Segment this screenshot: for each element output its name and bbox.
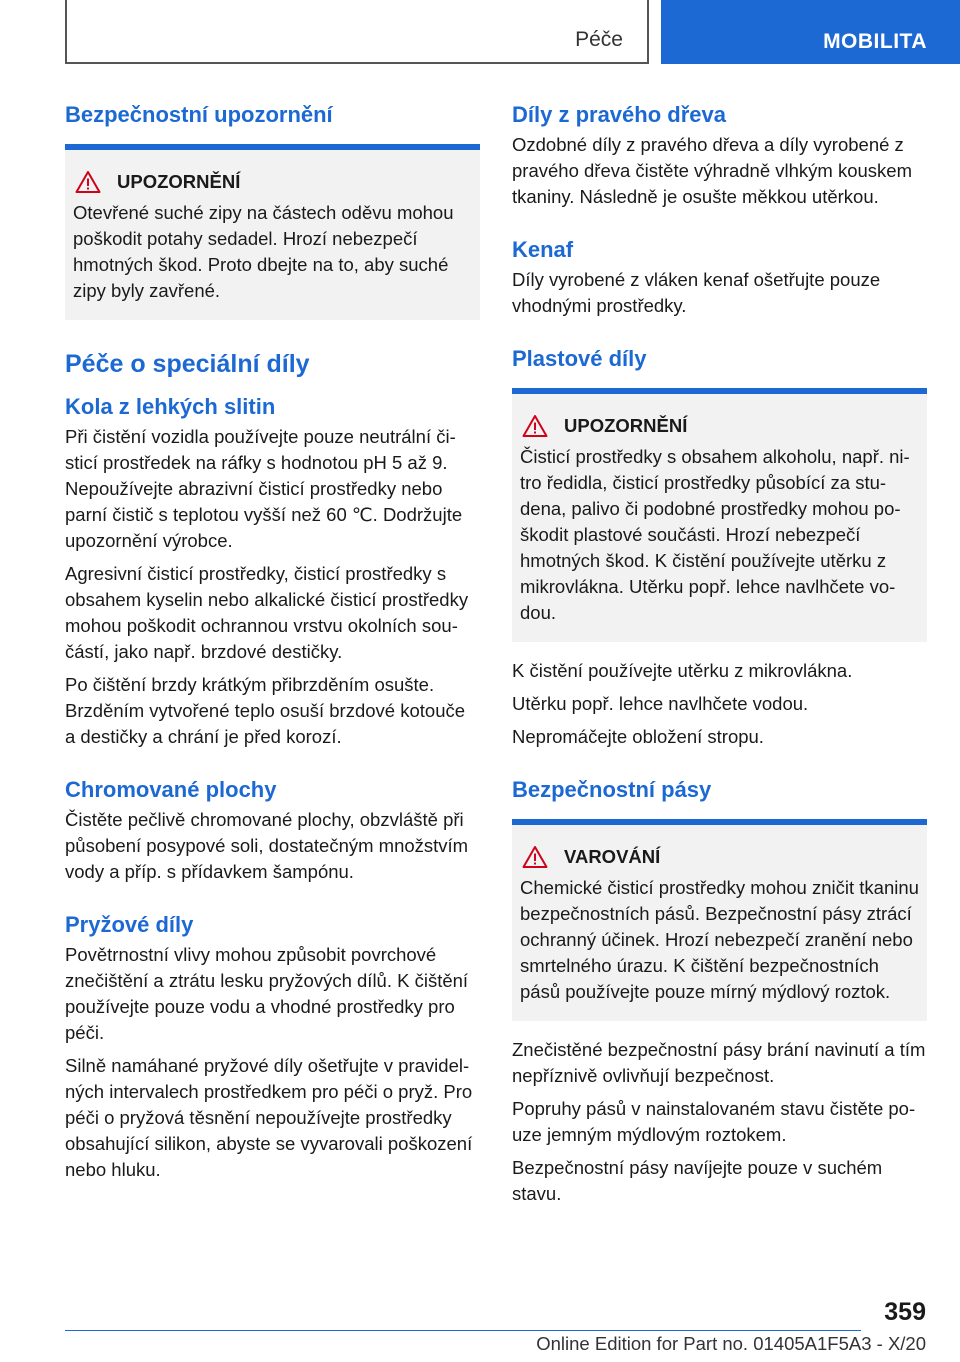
warning-box-plastic <box>512 388 927 642</box>
paragraph: Ozdobné díly z pravého dřeva a díly vyrobené z pravého dřeva čistěte výhradně vlhkým kouskem tkaniny. Následně je osušte měkkou utěrkou. <box>512 134 912 207</box>
footer-edition: Online Edition for Part no. 01405A1F5A3 - X/20 <box>536 1333 926 1354</box>
header-tab-label: MOBILITA <box>823 30 927 53</box>
paragraph: Bezpečnostní pásy navíjejte pouze v suchém stavu. <box>512 1157 883 1204</box>
paragraph: Při čistění vozidla používejte pouze neutrální čisticí prostředek na ráfky s hodnotou pH 5 až 9. Nepoužívejte abrazivní čisticí prostředky nebo parní čistič s teplotou vyšší než 60 ℃. Dodržujte upozornění výrobce. <box>65 426 463 551</box>
warning-header <box>73 170 472 194</box>
right-column <box>512 100 927 1214</box>
footer-divider <box>65 1330 861 1331</box>
warning-triangle-icon <box>522 414 548 438</box>
heading-chrome-surfaces: Chromované plochy <box>65 777 277 802</box>
heading-alloy-wheels: Kola z lehkých slitin <box>65 394 276 419</box>
page-number: 359 <box>884 1298 926 1326</box>
header-tab-mobilita[interactable] <box>661 0 960 64</box>
paragraph: Silně namáhané pryžové díly ošetřujte v pravidelných intervalech prostředkem pro péči o pryž. Pro péči o pryžová těsnění nepoužívejte prostředky obsahující silikon, abyste se vyvarovali poškození nebo hluku. <box>65 1055 473 1180</box>
warning-box-velcro <box>65 144 480 320</box>
warning-triangle-icon <box>522 845 548 869</box>
warning-header <box>520 845 919 869</box>
warning-triangle-icon <box>75 170 101 194</box>
heading-real-wood-parts: Díly z pravého dřeva <box>512 102 726 127</box>
paragraph: Po čištění brzdy krátkým přibrzděním osušte. Brzděním vytvořené teplo osuší brzdové kotouče a destičky a chrání je před korozí. <box>65 674 466 747</box>
warning-header <box>520 414 919 438</box>
paragraph: Povětrnostní vlivy mohou způsobit povrchové znečištění a ztrátu lesku pryžových dílů. K čištění používejte pouze vodu a vhodné prostředky pro péči. <box>65 944 469 1043</box>
warning-box-belts <box>512 819 927 1021</box>
paragraph: Znečistěné bezpečnostní pásy brání navinutí a tím nepříznivě ovlivňují bezpečnost. <box>512 1039 926 1086</box>
paragraph: Popruhy pásů v nainstalovaném stavu čistěte pouze jemným mýdlovým roztokem. <box>512 1098 916 1145</box>
warning-title: VAROVÁNÍ <box>564 846 661 867</box>
paragraph: Agresivní čisticí prostředky, čisticí prostředky s obsahem kyselin nebo alkalické čisticí prostředky mohou poškodit ochrannou vrstvu okolních součástí, jako např. brzdové destičky. <box>65 563 469 662</box>
warning-title: UPOZORNĚNÍ <box>117 171 241 192</box>
paragraph: K čistění používejte utěrku z mikrovlákna. <box>512 660 853 681</box>
heading-special-parts-care: Péče o speciální díly <box>65 350 310 378</box>
heading-kenaf: Kenaf <box>512 237 574 262</box>
heading-plastic-parts: Plastové díly <box>512 346 647 371</box>
header-box <box>65 0 649 64</box>
header-section-title: Péče <box>575 28 623 51</box>
left-column <box>65 100 480 1190</box>
paragraph: Čistěte pečlivě chromované plochy, obzvláště při působení posypové soli, dostatečným množstvím vody a příp. s přídavkem šampónu. <box>65 809 469 882</box>
warning-text: Čisticí prostředky s obsahem alkoholu, např. nitro ředidla, čisticí prostředky působící za studena, palivo či podobné prostředky mohou poškodit plastové součásti. Hrozí nebezpečí hmotných škod. K čistění používejte utěrku z mikrovlákna. Utěrku popř. lehce navlhčete vodou. <box>520 446 910 623</box>
warning-text: Otevřené suché zipy na částech oděvu mohou poškodit potahy sedadel. Hrozí nebezpečí hmotných škod. Proto dbejte na to, aby suché zipy byly zavřené. <box>73 202 454 301</box>
paragraph: Nepromáčejte obložení stropu. <box>512 726 764 747</box>
heading-rubber-parts: Pryžové díly <box>65 912 194 937</box>
warning-text: Chemické čisticí prostředky mohou zničit tkaninu bezpečnostních pásů. Bezpečnostní pásy ztrácí ochranný účinek. Hrozí nebezpečí zranění nebo smrtelného úrazu. K čištění bezpečnostních pásů používejte pouze mírný mýdlový roztok. <box>520 877 919 1002</box>
paragraph: Utěrku popř. lehce navlhčete vodou. <box>512 693 809 714</box>
paragraph: Díly vyrobené z vláken kenaf ošetřujte pouze vhodnými prostředky. <box>512 269 881 316</box>
warning-title: UPOZORNĚNÍ <box>564 415 688 436</box>
heading-seat-belts: Bezpečnostní pásy <box>512 777 712 802</box>
heading-safety-notices: Bezpečnostní upozornění <box>65 102 333 127</box>
